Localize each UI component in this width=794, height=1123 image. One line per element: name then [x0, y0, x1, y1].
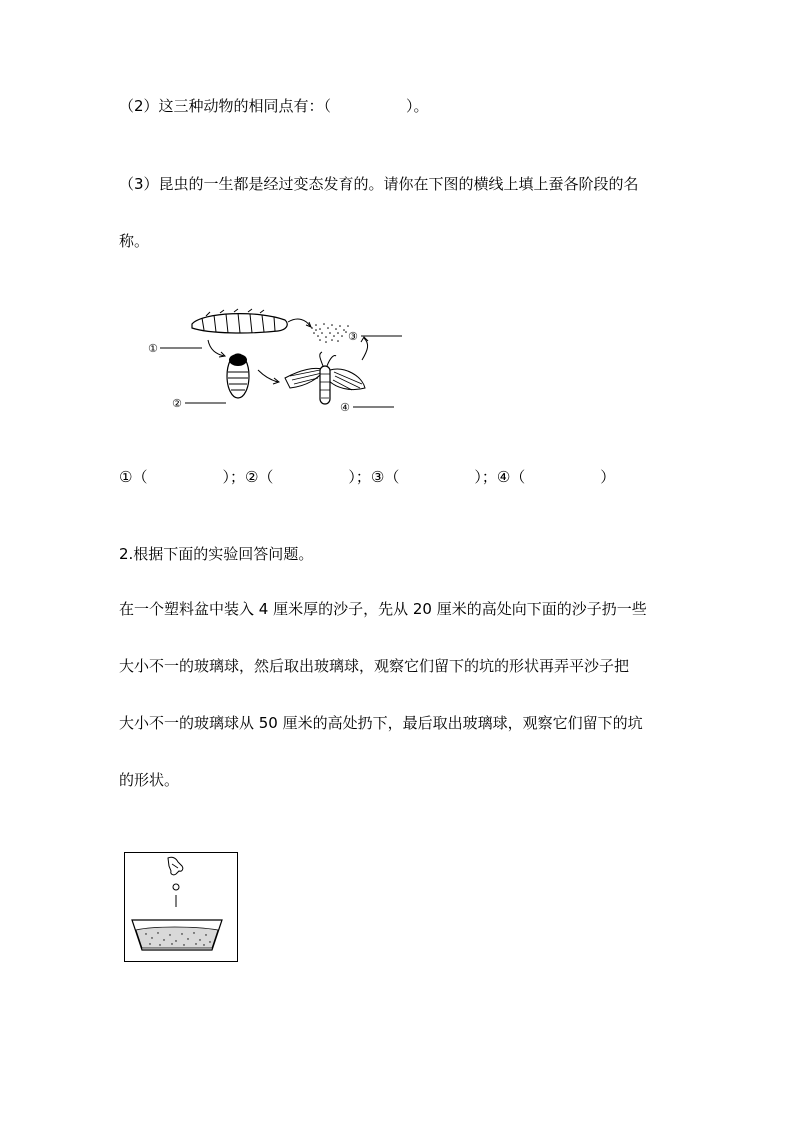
silkworm-pupa-drawing: [227, 354, 249, 398]
figure-label-3: ③: [348, 330, 358, 343]
glass-ball-icon: [173, 884, 179, 890]
question-3-line-2: 称。: [119, 232, 150, 250]
experiment-text-line-3: 大小不一的玻璃球从 50 厘米的高处扔下，最后取出玻璃球，观察它们留下的坑: [119, 714, 643, 732]
silkworm-moth-drawing: [285, 352, 365, 404]
experiment-text-line-1: 在一个塑料盆中装入 4 厘米厚的沙子，先从 20 厘米的高处向下面的沙子扔一些: [119, 600, 647, 618]
silkworm-life-cycle-figure: [140, 300, 410, 420]
question-2-title: 2.根据下面的实验回答问题。: [119, 545, 314, 563]
experiment-text-line-2: 大小不一的玻璃球，然后取出玻璃球，观察它们留下的坑的形状再弄平沙子把: [119, 657, 630, 675]
sand-basin-drawing: [132, 920, 222, 950]
silkworm-larva-drawing: [192, 309, 287, 333]
question-3-line-1: （3）昆虫的一生都是经过变态发育的。请你在下图的横线上填上蚕各阶段的名: [119, 175, 639, 193]
answer-blanks-line: ①（ ）；②（ ）；③（ ）；④（ ）: [119, 468, 616, 486]
figure-label-1: ①: [148, 342, 158, 355]
experiment-text-line-4: 的形状。: [119, 771, 180, 789]
figure-label-2: ②: [172, 397, 182, 410]
figure-label-4: ④: [340, 401, 350, 414]
question-2-subpart: （2）这三种动物的相同点有：（ ）。: [119, 97, 429, 115]
sand-experiment-figure: [124, 852, 239, 963]
silkworm-eggs-drawing: [311, 323, 349, 343]
